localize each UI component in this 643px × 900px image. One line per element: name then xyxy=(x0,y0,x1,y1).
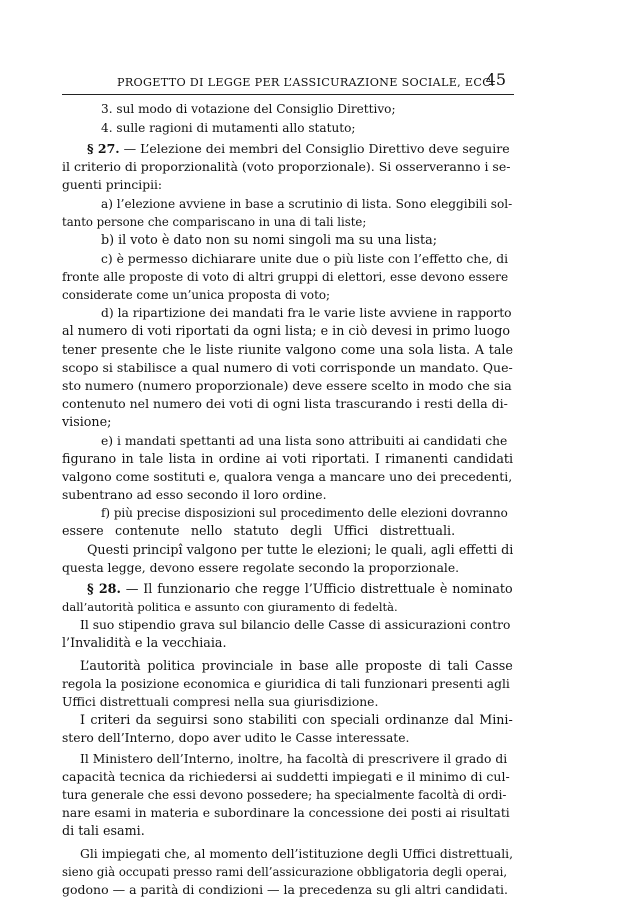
text-line xyxy=(62,522,455,540)
line-text: 3. sul modo di votazione del Consiglio Direttivo; xyxy=(101,102,396,116)
text-line xyxy=(62,359,513,377)
text-line xyxy=(62,634,227,652)
text-line xyxy=(62,377,512,395)
line-text: capacità tecnica da richiedersi ai suddetti impiegati e il minimo di cul- xyxy=(62,769,510,784)
line-text: Questi principî valgono per tutte le elezioni; le quali, agli effetti di xyxy=(87,542,514,557)
text-line xyxy=(87,541,513,559)
text-line xyxy=(101,250,508,268)
text-line xyxy=(62,268,508,286)
line-text: nare esami in materia e subordinare la concessione dei posti ai risultati xyxy=(62,806,510,820)
text-line xyxy=(80,750,507,768)
text-line xyxy=(62,675,510,693)
text-line xyxy=(80,711,513,729)
line-text: il criterio di proporzionalità (voto proporzionale). Si osserveranno i se- xyxy=(62,159,511,174)
line-text: questa legge, devono essere regolate secondo la proporzionale. xyxy=(62,561,460,575)
line-text: sieno già occupati presso rami dell’assicurazione obbligatoria degli operai, xyxy=(62,865,508,879)
line-text: b) il voto è dato non su nomi singoli ma su una lista; xyxy=(101,232,437,247)
line-text: di tali esami. xyxy=(62,823,145,838)
text-line xyxy=(62,158,510,176)
line-text: sto numero (numero proporzionale) deve essere scelto in modo che sia xyxy=(62,378,512,393)
line-text: visione; xyxy=(62,414,112,429)
line-text: L’autorità politica provinciale in base alle proposte di tali Casse xyxy=(80,658,513,673)
line-text: fronte alle proposte di voto di altri gruppi di elettori, esse devono essere xyxy=(62,270,509,284)
line-text: Il Ministero dell’Interno, inoltre, ha facoltà di prescrivere il grado di xyxy=(80,752,508,766)
text-line xyxy=(101,195,512,213)
text-line xyxy=(62,559,459,577)
line-text: dall’autorità politica e assunto con giuramento di fedeltà. xyxy=(62,600,398,614)
text-line xyxy=(62,881,508,899)
line-text: c) è permesso dichiarare unite due o più liste con l’effetto che, di xyxy=(101,252,509,266)
text-line xyxy=(62,786,506,804)
text-line xyxy=(62,341,513,359)
text-line xyxy=(62,286,330,304)
line-text: l’Invalidità e la vecchiaia. xyxy=(62,635,227,650)
line-text: I criteri da seguirsi sono stabiliti con speciali ordinanze dal Mini- xyxy=(80,712,513,727)
text-line xyxy=(101,100,396,118)
text-line xyxy=(62,176,162,194)
text-line xyxy=(101,504,508,522)
line-text: — L’elezione dei membri del Consiglio Direttivo deve seguire xyxy=(119,141,510,156)
line-text: tanto persone che compariscano in una di tali liste; xyxy=(62,215,367,229)
line-text: f) più precise disposizioni sul procedimento delle elezioni dovranno xyxy=(101,506,508,520)
text-line xyxy=(62,598,398,616)
text-line xyxy=(62,863,507,881)
line-text: contenuto nel numero dei voti di ogni lista trascurando i resti della di- xyxy=(62,396,508,411)
line-text: godono — a parità di condizioni — la precedenza su gli altri candidati. xyxy=(62,882,508,897)
text-line xyxy=(62,729,409,747)
line-text: Gli impiegati che, al momento dell’istituzione degli Uffici distrettuali, xyxy=(80,847,514,861)
text-line xyxy=(62,768,510,786)
text-line xyxy=(62,413,111,431)
line-text: figurano in tale lista in ordine ai voti riportati. I rimanenti candidati xyxy=(62,451,514,466)
line-text: — Il funzionario che regge l’Ufficio distrettuale è nominato xyxy=(120,581,513,596)
text-line xyxy=(80,845,513,863)
line-text: stero dell’Interno, dopo aver udito le Casse interessate. xyxy=(62,731,410,745)
text-line xyxy=(62,804,510,822)
line-text: 4. sulle ragioni di mutamenti allo statuto; xyxy=(101,121,356,135)
text-line xyxy=(62,322,510,340)
text-line xyxy=(101,432,507,450)
line-text: Uffici distrettuali compresi nella sua giurisdizione. xyxy=(62,695,379,709)
text-line xyxy=(62,213,366,231)
line-text: scopo si stabilisce a qual numero di voti corrisponde un mandato. Que- xyxy=(62,360,513,375)
line-text: tener presente che le liste riunite valgono come una sola lista. A tale xyxy=(62,342,513,357)
text-line xyxy=(62,486,326,504)
line-text: guenti principii: xyxy=(62,178,163,192)
text-line xyxy=(87,140,510,158)
text-line xyxy=(62,450,513,468)
line-text: al numero di voti riportati da ogni lista; e in ciò devesi in primo luogo xyxy=(62,323,511,338)
text-line xyxy=(80,657,513,675)
line-text: essere contenute nello statuto degli Uffici distrettuali. xyxy=(62,523,456,538)
running-header xyxy=(62,70,514,95)
text-line xyxy=(62,468,512,486)
text-line xyxy=(101,304,512,322)
text-line xyxy=(80,616,510,634)
text-line xyxy=(62,693,378,711)
section-number: § 27. xyxy=(87,141,120,156)
text-line xyxy=(62,822,145,840)
line-text: considerate come un’unica proposta di voto; xyxy=(62,288,331,302)
page-number: 45 xyxy=(485,70,506,89)
line-text: regola la posizione economica e giuridica di tali funzionari presenti agli xyxy=(62,677,510,691)
line-text: tura generale che essi devono possedere; ha specialmente facoltà di ordi- xyxy=(62,788,507,802)
text-line xyxy=(101,231,437,249)
line-text: Il suo stipendio grava sul bilancio delle Casse di assicurazioni contro xyxy=(80,618,511,632)
text-line xyxy=(101,119,355,137)
line-text: subentrano ad esso secondo il loro ordine. xyxy=(62,488,327,502)
line-text: d) la ripartizione dei mandati fra le varie liste avviene in rapporto xyxy=(101,306,512,320)
section-number: § 28. xyxy=(87,581,121,596)
text-line xyxy=(87,580,513,598)
line-text: valgono come sostituti e, qualora venga a mancare uno dei precedenti, xyxy=(62,469,513,484)
line-text: e) i mandati spettanti ad una lista sono attribuiti ai candidati che xyxy=(101,434,508,448)
running-title: PROGETTO DI LEGGE PER L’ASSICURAZIONE SOCIALE, ECC. xyxy=(117,76,495,89)
text-line xyxy=(62,395,508,413)
line-text: a) l’elezione avviene in base a scrutinio di lista. Sono eleggibili sol- xyxy=(101,197,513,211)
